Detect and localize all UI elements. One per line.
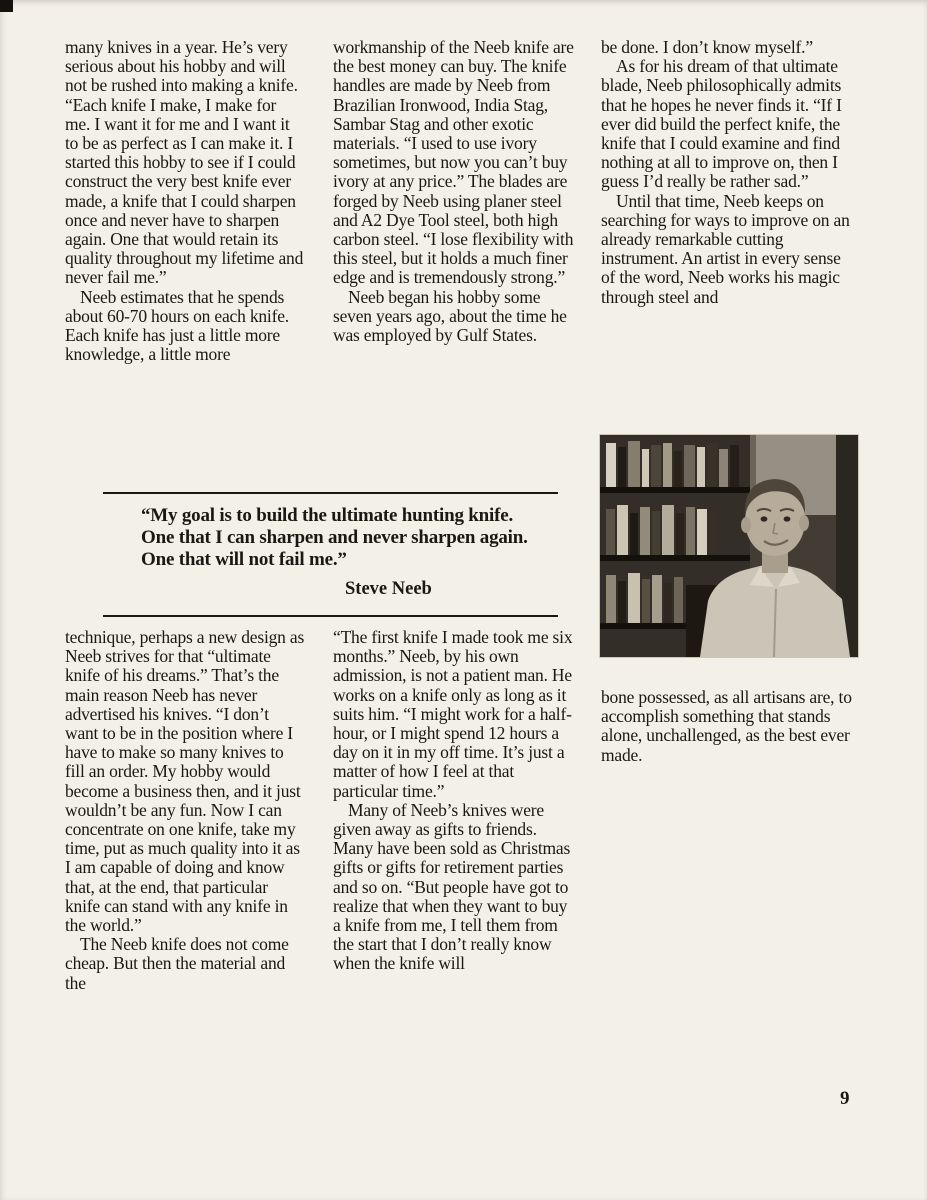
article-paragraph: bone possessed, as all artisans are, to accomplish something that stands alone, unchallenged, as the best ever made. xyxy=(601,687,852,765)
article-paragraph: Neeb began his hobby some seven years ago, about the time he was employed by Gulf States. xyxy=(333,286,567,346)
column-2-bottom xyxy=(333,628,575,974)
pull-quote-attribution: Steve Neeb xyxy=(345,579,432,599)
column-2-top xyxy=(333,38,575,345)
portrait-photo xyxy=(600,435,858,657)
article-paragraph: “The first knife I made took me six months.” Neeb, by his own admission, is not a patient man. He works on a knife only as long as it suits him. “I might work for a half-hour, or I might spend 12 hours a day on it in my off time. It’s just a matter of how I feel at that particular time.” xyxy=(333,627,573,801)
article-paragraph: many knives in a year. He’s very serious about his hobby and will not be rushed into making a knife. “Each knife I make, I make for me. I want it for me and I want it to be as perfect as I can make it. I started this hobby to see if I could construct the very best knife ever made, a knife that I could sharpen once and never have to sharpen again. One that would retain its quality throughout my lifetime and never fail me.” xyxy=(65,37,304,288)
article-paragraph: Neeb estimates that he spends about 60-70 hours on each knife. Each knife has just a little more knowledge, a little more xyxy=(65,286,289,365)
column-1-bottom xyxy=(65,628,305,993)
article-paragraph: workmanship of the Neeb knife are the best money can buy. The knife handles are made by Neeb from Brazilian Ironwood, India Stag, Sambar Stag and other exotic materials. “I used to use ivory sometimes, but now you can’t buy ivory at any price.” The blades are forged by Neeb using planer steel and A2 Dye Tool steel, both high carbon steel. “I lose flexibility with this steel, but it holds a much finer edge and is tremendously strong.” xyxy=(333,37,574,288)
article-paragraph: Many of Neeb’s knives were given away as gifts to friends. Many have been sold as Christmas gifts or gifts for retirement parties and so on. “But people have got to realize that when they want to buy a knife from me, I tell them from the start that I don’t really know when the knife will xyxy=(333,799,571,974)
article-paragraph: The Neeb knife does not come cheap. But then the material and the xyxy=(65,934,289,993)
pull-quote xyxy=(103,492,558,617)
portrait-photo-graphic xyxy=(600,435,858,657)
article-paragraph: As for his dream of that ultimate blade, Neeb philosophically admits that he hopes he never finds it. “If I ever did build the perfect knife, the knife that I could examine and find nothing at all to improve on, then I guess I’d really be rather sad.” xyxy=(601,56,842,192)
column-1-top xyxy=(65,38,305,364)
article-paragraph: be done. I don’t know myself.” xyxy=(601,37,813,57)
pull-quote-text: “My goal is to build the ultimate hunting knife. One that I can sharpen and never sharpen again. One that will not fail me.” xyxy=(141,505,528,570)
column-3-bottom xyxy=(601,688,859,765)
article-paragraph: technique, perhaps a new design as Neeb strives for that “ultimate knife of his dreams.” That’s the main reason Neeb has never advertised his knives. “I don’t want to be in the position where I have to make so many knives to fill an order. My hobby would become a business then, and it just wouldn’t be any fun. Now I can concentrate on one knife, take my time, put as much quality into it as I am capable of doing and know that, at the end, that particular knife can stand with any knife in the world.” xyxy=(65,627,305,936)
column-3-top xyxy=(601,38,859,307)
scan-corner-artifact xyxy=(0,0,13,12)
article-paragraph: Until that time, Neeb keeps on searching for ways to improve on an already remarkable cutting instrument. An artist in every sense of the word, Neeb works his magic through steel and xyxy=(601,190,850,307)
page-number: 9 xyxy=(840,1088,850,1109)
